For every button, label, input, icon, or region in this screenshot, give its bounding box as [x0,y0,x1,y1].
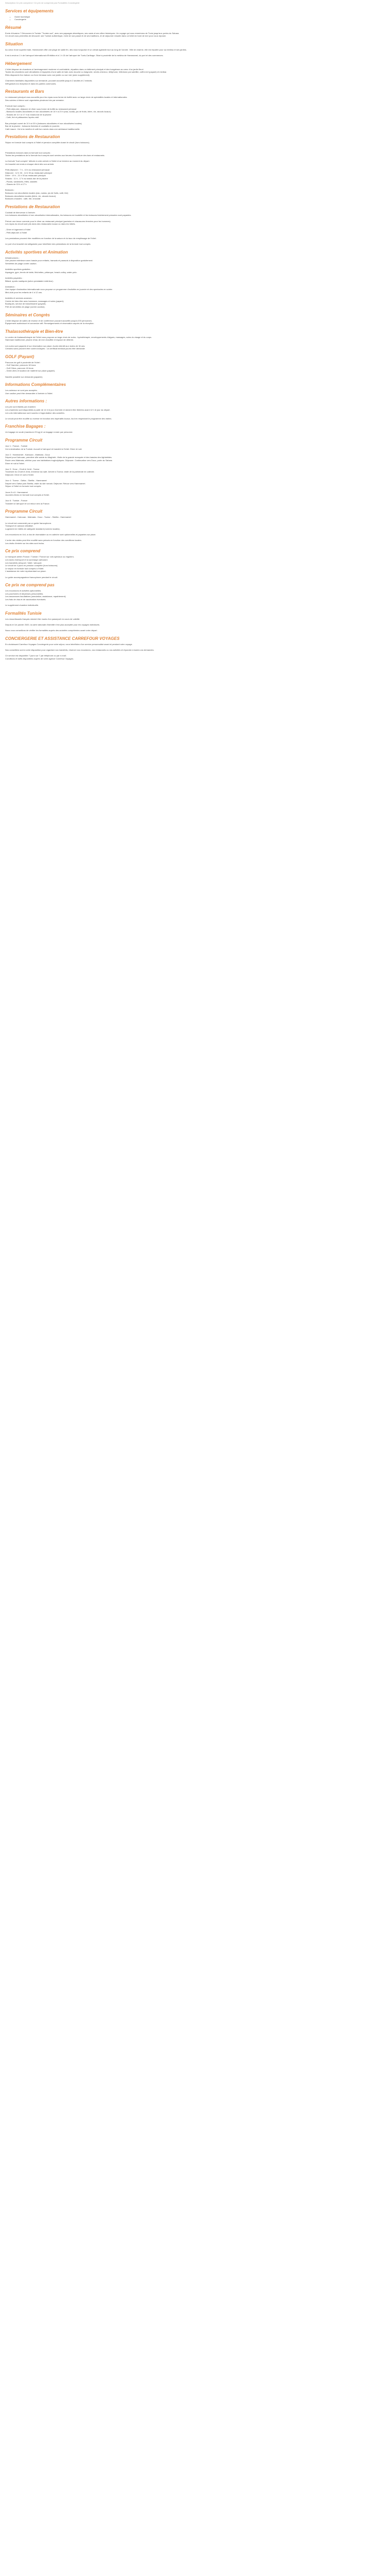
section-franchise [5,424,386,434]
text-line: Une équipe d'animation internationale vous propose un programme d'activités en journée et des spectacles en soirée. [5,288,113,291]
text-line: L'ordre des visites peut être modifié sans préavis en fonction des conditions locales. [5,539,82,542]
text-line: - Golf Yasmine, parcours 18 trous [5,364,36,367]
text-line: Dîner et nuit à l'hôtel. [5,462,25,465]
sections-container [5,9,386,660]
text-line: Le transport aérien France / Tunisie / France sur vols spéciaux ou réguliers. [5,555,74,558]
text-line: Les assurances facultatives (annulation, assistance, rapatriement). [5,595,67,598]
text-line: Boissons : [5,189,15,192]
text-line: Boissons alcoolisées locales (bière, vin, alcools locaux) [5,194,56,197]
text-line: Chambres familiales disponibles sur demande, pouvant accueillir jusqu'à 2 adultes et 2 enfants. [5,79,93,82]
section-restaurants [5,89,386,130]
text-line: Le port d'un bracelet est obligatoire pour bénéficier des prestations de la formule tout compris. [5,243,91,246]
text-line: Billard, sports nautiques (selon prestataire extérieur). [5,279,54,282]
text-line: Départ vers Gafsa puis Sbeitla, visite du site romain. Déjeuner. Retour vers Hammamet. [5,482,86,485]
text-line: Les vols internationaux sont soumis à l'approbation des autorités. [5,411,65,414]
text-line: Depuis le 1er janvier 2020, la carte nationale d'identité n'est plus acceptée pour les voyages individuels. [5,623,100,626]
text-line: Logement en hôtels de catégorie standard (normes locales). [5,527,60,530]
section-title: Restaurants et Bars [5,89,44,94]
text-line: Les repas du circuit sont pris dans des restaurants locaux ou dans les hôtels. [5,223,76,226]
text-line: L'assistance de notre représentant sur place. [5,570,46,573]
text-line: Séjour à l'hôtel en formule tout compris. [5,485,42,488]
bullet-item: • Guide touristique [14,15,386,19]
text-line: - Petit-déjeuner, déjeuner et dîner sous forme de buffet au restaurant principal [5,107,76,110]
text-line: Les transferts aéroport / hôtel / aéroport. [5,561,42,564]
text-line: Bar principal ouvert de 10 h à 00 h (boissons alcoolisées et non alcoolisées locales). [5,122,83,125]
text-line: Jours 5 à 8 : Hammamet [5,490,28,494]
text-line: Certains soins peuvent être contre-indiqués : un certificat médical pourra être demandé. [5,347,86,350]
text-line: Activités payantes : [5,277,23,279]
text-line: Transport en autocar climatisé. [5,524,34,528]
text-line: Les animaux ne sont pas acceptés. [5,389,38,392]
text-line: - Café, thé et pâtisseries l'après-midi [5,116,39,119]
section-title: Autres informations : [5,399,47,404]
text-line: Jour 8 : Tunisie - France [5,499,28,502]
text-line: Wifi gratuit à la réception et dans les parties communes. [5,82,57,85]
text-line: Petit-déjeuner : 7 h - 10 h au restaurant principal [5,168,50,172]
text-line: Envie d'évasion ? Découvrez le Tunisie "Tunisie sud", avec ses paysages désertiques, ses oasis et ses villes historiques. Un voyage qui vous emmènera de Tunis jusqu'aux portes du Sahara. [5,31,180,35]
text-line: Équipement audiovisuel et connexion wifi. Renseignements et réservation auprès de la réception. [5,322,94,325]
text-line: Nous vous conseillons de vérifier les formalités auprès des autorités compétentes avant votre départ. [5,629,97,632]
text-line: Un bagage en soute (maximum 23 kg) et un bagage à main par personne. [5,431,73,434]
text-line: Prêt de serviettes de plage (contre caution). [5,305,45,308]
text-line: Les droits d'entrée sur les sites sont inclus. [5,541,45,545]
section-golf [5,354,386,379]
section-title: Programme Circuit [5,438,43,443]
section-autres [5,399,386,420]
section-title: Ce prix ne comprend pas [5,583,55,588]
section-prestations-detail [5,148,386,200]
section-title: Thalassothérapie et Bien-être [5,329,63,334]
section-title: Activités sportives et Animation [5,249,68,255]
text-line: Hammam traditionnel, piscine d'eau de mer chauffée et espace de détente. [5,338,74,342]
text-line: Les taxes d'aéroport et la surcharge carburant. [5,558,48,561]
text-line: - Snacks de 11 h à 17 h au snack-bar de la piscine [5,113,52,116]
section-resume [5,25,386,38]
text-line: Le restaurant principal vous accueille pour les repas sous forme de buffet avec un large choix de spécialités locales et internationales. [5,96,127,99]
section-title: Ce prix comprend [5,549,41,554]
text-line: Jour 1 : France - Tunisie [5,445,28,447]
section-title: Résumé [5,25,22,30]
text-line: Prestations incluses dans la formule tout compris : [5,151,52,154]
text-line: L'hôtel dispose de chambres à l'aménagement moderne et confortable, réparties dans un bâtiment principal et des bungalows au cœur d'un jardin fleuri. [5,67,144,71]
text-line: Navette possible sur demande (payante). [5,375,43,378]
text-line: Le guide accompagnateur francophone pendant le circuit. [5,575,58,579]
text-line: Séjour en formule tout compris à l'hôtel et pension complète durant le circuit (hors boissons). [5,141,90,144]
text-line: Jour 3 : Douz - Chott el Jerid - Tozeur [5,467,40,470]
text-line: Une piscine extérieure avec bassin pour enfants, transats et parasols à disposition gratuitement. [5,259,93,262]
text-line: Les frais de visa et de vaccination éventuels. [5,598,46,601]
text-line: Une caution peut être demandée à l'arrivée à l'hôtel. [5,392,53,395]
text-line: Conditions et tarifs disponibles auprès de votre agence Carrefour Voyages. [5,657,74,660]
text-line: Déjeuner : 12 h 30 - 14 h 30 au restaurant principal [5,171,52,174]
text-line: Elles disposent d'un balcon ou d'une terrasse avec vue jardin ou vue mer (avec supplément). [5,73,90,76]
text-line: L'hôtel dispose de salles de réunion et de conférence pouvant accueillir jusqu'à 200 personnes. [5,319,92,322]
section-title: Services et équipements [5,8,54,13]
text-line: - Green-fees et location de matériel sur place (payant). [5,369,55,372]
text-line: Vol à destination de la Tunisie. Accueil à l'aéroport et transfert à l'hôtel. Dîner et nuit. [5,447,82,450]
text-line: Ce service est disponible 7 jours sur 7 par téléphone ou par e-mail. [5,654,67,657]
section-formalites [5,611,386,632]
section-activites [5,250,386,309]
text-line: Au cœur d'une superbe baie, Hammamet offre une plage de sable fin, des eaux turquoise et un climat agréable tout au long de l'année. Ville de charme, elle est réputée pour sa médina et ses jardins. [5,48,187,51]
section-comprend [5,549,386,579]
text-line: Route vers Matmata, célèbre pour ses habitations troglodytiques. Déjeuner. Continuation vers Douz, porte du Sahara. [5,459,113,462]
text-line: Les prestations peuvent être modifiées en fonction de la saison et du taux de remplissage de l'hôtel. [5,237,96,240]
text-line: Les chambres sont disponibles à partir de 14 h le jour d'arrivée et doivent être libérées avant 12 h le jour du départ. [5,409,110,412]
text-line: Dîner : 19 h - 21 h 30 au restaurant principal [5,174,46,177]
bullet-item: • Conciergerie [14,18,386,21]
text-line: Boissons non alcoolisées locales (eau, sodas, jus de fruits, café, thé) [5,191,69,194]
text-line: Prévoir une tenue correcte pour le dîner au restaurant principal (pantalon et chaussures fermées pour les hommes). [5,219,111,223]
text-line: Des soirées à thème sont organisées plusieurs fois par semaine. [5,98,64,101]
text-line: Animation : [5,285,16,288]
text-line: Bar de la piscine : boissons fraîches et cocktails en journée. [5,125,60,128]
text-line: Déjeuner. Dîner et nuit à l'hôtel. [5,473,34,476]
section-title: Franchise Bagages : [5,424,46,429]
text-line: Centre de bien-être avec hammam, massages et soins (payant). [5,299,64,302]
section-title: Hébergement [5,61,32,66]
text-line: - Boissons locales alcoolisées et non alcoolisées de 10 h à 23 h (eau, sodas, jus de fruits, bière, vin, alcools locaux) [5,110,111,113]
section-title: Prestations de Restauration [5,134,60,140]
text-line: Les excursions et activités optionnelles. [5,589,42,592]
section-thalasso [5,329,386,350]
text-line: - Glaces de 15 h à 17 h [5,183,27,186]
section-services [5,9,386,21]
section-title: Programme Circuit [5,509,43,514]
section-title: CONCIERGERIE ET ASSISTANCE CARREFOUR VOYAGES [5,636,120,641]
text-line: Traversée du Chott el Jerid, immense lac salé. Arrivée à Tozeur, visite de la palmeraie en calèche. [5,470,95,473]
text-line: Le séjour en formule tout compris à l'hôtel. [5,567,44,570]
text-line: Serviettes de plage contre caution. [5,262,37,265]
text-line: Les excursions en 4x4, à dos de dromadaire ou en calèche sont optionnelles et payantes sur place. [5,533,96,536]
text-line: En choisissant Carrefour Voyages Conciergerie pour votre séjour, vous bénéficiez d'un service personnalisé avant et pendant votre voyage. [5,642,133,646]
section-title: Informations Complémentaires [5,382,66,387]
document [0,0,391,660]
text-line: Formule tout compris : [5,105,26,108]
section-conciergerie [5,636,386,660]
text-line: - Petit-déjeuner à l'hôtel [5,231,27,234]
text-line: Journées libres en formule tout compris à l'hôtel. [5,494,50,497]
text-line: Boutiques, service de blanchisserie (payant). [5,302,46,306]
text-line: Le circuit de 4 jours en pension complète (hors boissons). [5,564,58,567]
section-situation [5,42,386,57]
section-programme [5,438,386,505]
text-line: - Golf Citrus, parcours 18 trous [5,366,34,369]
text-line: Les pourboires et dépenses personnelles. [5,592,44,595]
text-line: - Pizzas, sandwichs, frites, salades [5,180,38,183]
text-line: Mini-club pour les enfants de 4 à 12 ans. [5,291,43,294]
text-line: Infrastructures : [5,256,20,259]
section-programme2 [5,509,386,545]
text-line: Cocktail de bienvenue à l'arrivée. [5,211,36,214]
document-header: Description Ce prix comprend / Ce prix ne comprend pas Formalités Conciergerie [5,2,80,4]
text-line: Les boissons alcoolisées et non alcoolisées internationales, les boissons en bouteille et les boissons fraîchement pressées sont payantes. [5,214,132,217]
text-line: Transfert à l'aéroport et vol retour vers la France. [5,502,50,505]
text-line: Hammamet - Kairouan - Matmata - Douz - Tozeur - Sbeitla - Hammamet [5,516,71,519]
text-line: Boissons chaudes : café, thé, chocolat [5,197,41,200]
text-line: Le circuit peut être modifié ou inversé en fonction des impératifs locaux, tout en respectant le programme des visites. [5,417,112,420]
text-line: Toutes les chambres sont climatisées et équipées d'une salle de bain avec douche ou baignoire, sèche-cheveux, téléphone, télévision par satellite, coffre-fort (payant) et minibar. [5,71,167,74]
text-line: Le circuit est commenté par un guide francophone. [5,521,52,524]
section-hebergement [5,61,386,86]
section-seminaires [5,313,386,325]
text-line: Départ pour Kairouan, première ville sainte du Maghreb. Visite de la grande mosquée et des bassins des Aghlabides. [5,456,112,459]
text-line: Un bracelet est remis à chaque client dès son arrivée. [5,163,55,165]
text-line: Activités sportives gratuites : [5,268,31,271]
text-line: Le centre de thalassothérapie de l'hôtel vous propose un large choix de soins : hydrothérapie, enveloppements d'algues, massages, soins du visage et du corps. [5,335,152,338]
section-prestations-bis [5,205,386,246]
text-line: Aquagym, gym, tennis de table, fléchettes, pétanque, beach-volley, water-polo. [5,270,77,274]
section-title: Séminaires et Congrès [5,312,50,317]
section-ne-comprend [5,583,386,607]
text-line: Café maure : thé à la menthe et café turc servis dans une ambiance traditionnelle. [5,127,80,130]
text-line: Les ressortissants français doivent être munis d'un passeport en cours de validité. [5,617,80,620]
section-prestations [5,134,386,144]
text-line: Parcours de golf à proximité de l'hôtel : [5,361,41,364]
bullet-list [5,15,386,21]
section-title: Formalités Tunisie [5,611,42,616]
text-line: Ce circuit vous permettra de découvrir une Tunisie authentique, riche de son passé et de ses traditions, et de séjourner ensuite dans un hôtel en bord de mer pour vous reposer. [5,35,167,38]
text-line: Les soins sont payants et sur réservation sur place. Accès interdit aux moins de 16 ans. [5,344,86,347]
text-line: Le supplément chambre individuelle. [5,604,39,607]
text-line: Toutes les prestations de la formule tout compris sont servies aux heures d'ouverture des bars et restaurants. [5,154,105,157]
section-title: GOLF (Payant) [5,354,35,359]
section-title: Prestations de Restauration [5,204,60,209]
text-line: Nos conseillers sont à votre disposition pour organiser vos transferts, réserver vos excursions, vos restaurants ou vos activités et répondre à toutes vos demandes. [5,648,154,651]
section-informations [5,382,386,395]
text-line: - Dîner et logement à l'hôtel [5,228,31,231]
text-line: Il est à environ 1 h de l'aéroport international d'Enfidha et à 1 h 15 de l'aéroport de Tunis-Carthage. Situé à proximité de la médina de Hammamet, du port et des commerces. [5,54,164,57]
text-line: Jour 4 : Tozeur - Gafsa - Sbeitla - Hammamet [5,479,47,482]
text-line: La formule "tout compris" débute à votre arrivée à l'hôtel et se termine au moment du départ. [5,160,90,163]
text-line: Les prix sont établis par chambre. [5,405,37,409]
text-line: Jour 2 : Hammamet - Kairouan - Matmata - Douz [5,453,50,456]
text-line: Snacks : 11 h - 17 h au snack-bar de la piscine [5,177,48,180]
section-title: Situation [5,41,23,46]
text-line: Activités et services annexes : [5,297,33,300]
